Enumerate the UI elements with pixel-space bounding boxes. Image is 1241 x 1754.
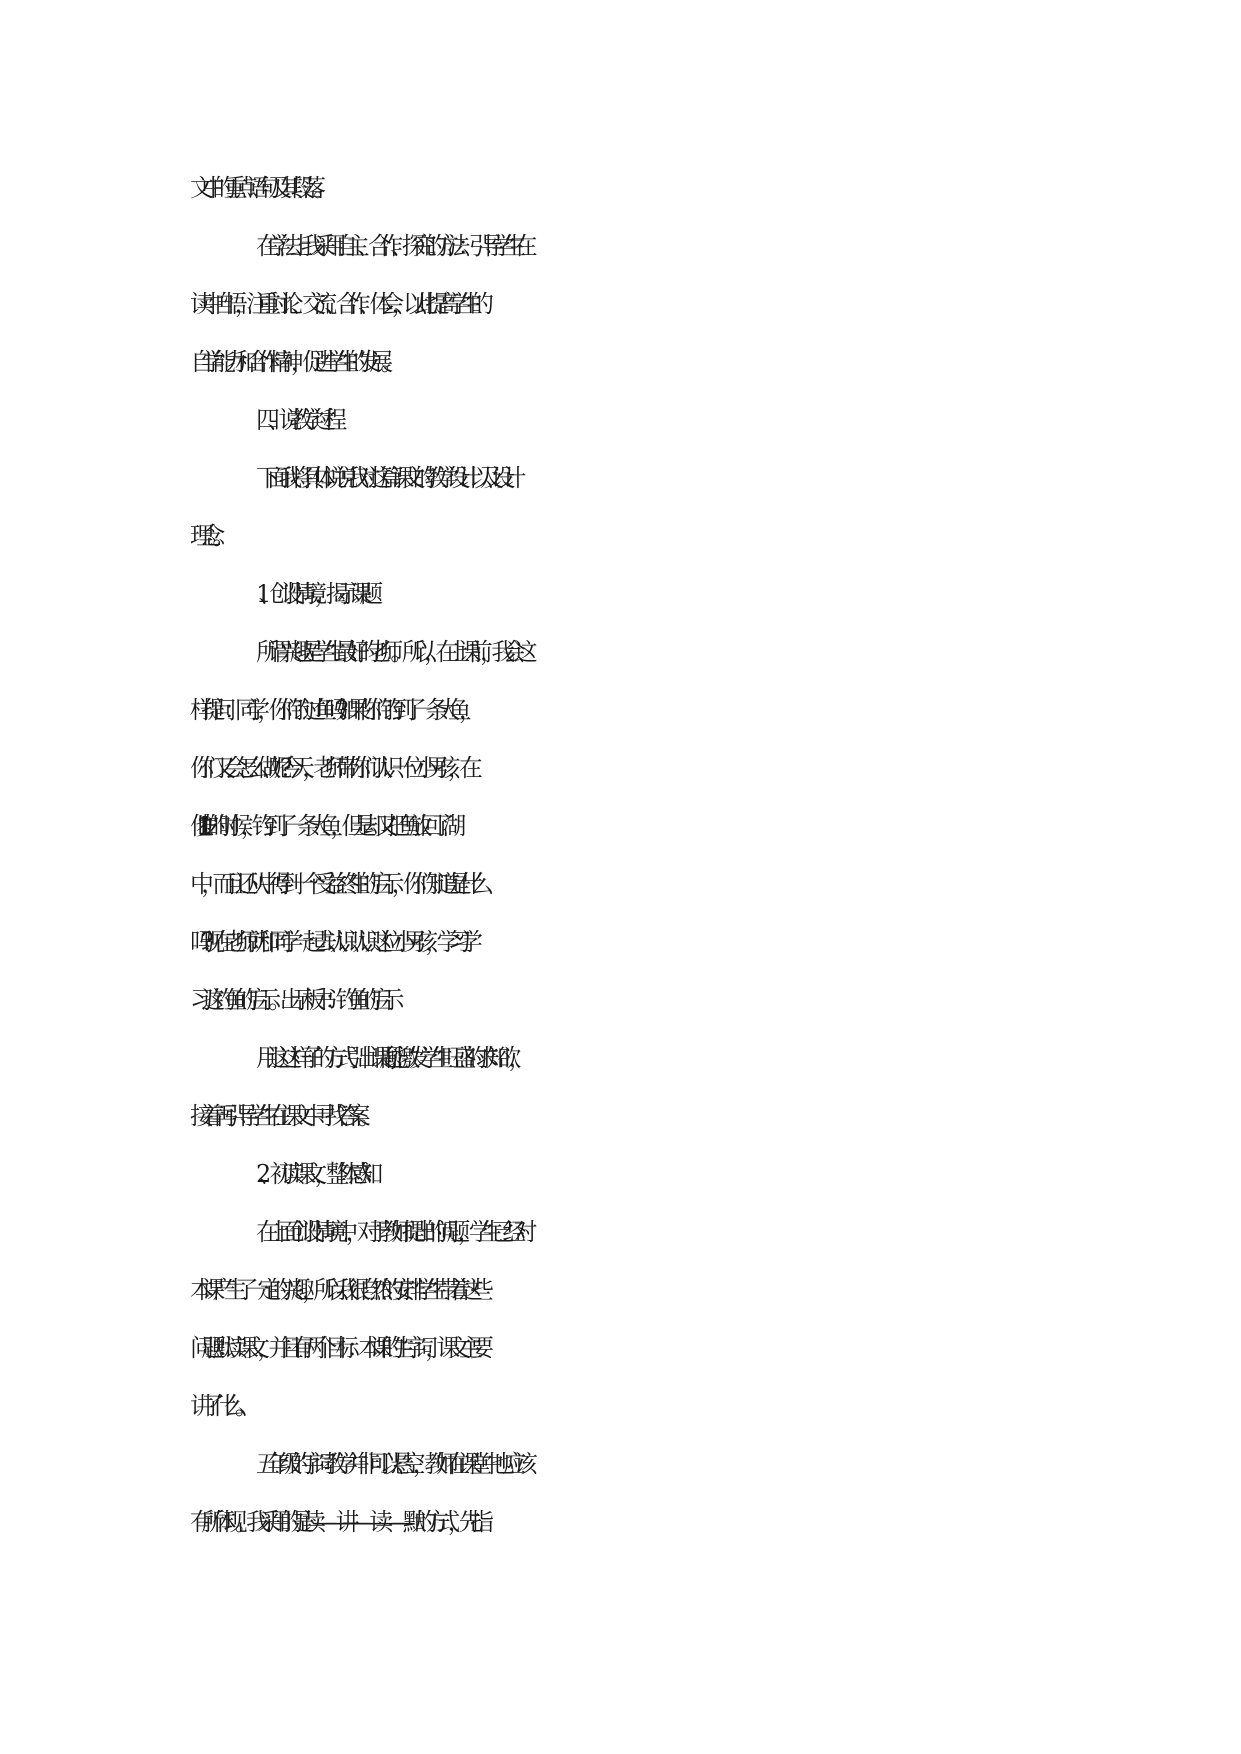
text-line: 他 11 岁的时候，钓到了一条大鱼，但是却又把鱼放回了湖 — [190, 812, 454, 840]
text-line: 在学法上我采用自主、合作、探究的方法：引导学生在 — [256, 232, 525, 260]
text-line: 自学能力和合作精神，促进学生的发展。 — [190, 348, 392, 376]
text-line: 讲了什么。 — [190, 1392, 246, 1420]
text-line: 有所体现。我采用的是读——讲——读——默的方式，先指 — [190, 1508, 482, 1536]
text-line: 你们又会怎么做呢?今天，老师带你们认识一位小男孩，在 — [190, 754, 471, 782]
text-line: 用这这样子的方式引出课题,能激发学生旺盛的求知欲， — [256, 1044, 520, 1072]
subsection-heading: 1、创设情境，揭示课题 — [256, 580, 371, 608]
section-heading: 四、说教学过程 — [256, 406, 335, 434]
text-line: 五年级的字词教学并非可以悬空，教师在课堂中也应该 — [256, 1450, 525, 1478]
text-line: 在上面创设情境中，对于教师提出的问题，学生已经对 — [256, 1218, 525, 1246]
text-line: 下面我将具体说说我对这篇课文的教学设计以及设计 — [256, 464, 514, 492]
text-line: 接着再引导学生在课文中寻找答案。 — [190, 1102, 370, 1130]
text-line: 习这钓鱼的启示。出示板书：钓鱼的启示 — [190, 986, 392, 1014]
text-line: 所谓兴趣是学生最好的老师。所以，在上课前，我会这 — [256, 638, 525, 666]
text-line: 文中的重点语句及其段落。 — [190, 174, 325, 202]
text-line: 读中自悟，注重讨论、交流、合作、体会，以此提高学生的 — [190, 290, 482, 318]
text-line: 本课产生了一定的兴趣，所以我很自然的安排学生带着这些 — [190, 1276, 482, 1304]
subsection-heading: 2、初读课文，整体感知 — [256, 1160, 371, 1188]
text-line: 吗?现在老师就和同学一起去认识认识这位小男孩，学习学 — [190, 928, 471, 956]
text-line: 中，而且还从中得到一个受益终生的启示，你们知道是什么 — [190, 870, 482, 898]
text-line: 理念。 — [190, 522, 224, 550]
text-line: 问题默读课文，并且有两个目标：本课的生字词，课文主要 — [190, 1334, 482, 1362]
text-line: 样提问：同学，你们钓过鱼吗?如果你们钓到了一条大鱼， — [190, 696, 471, 724]
